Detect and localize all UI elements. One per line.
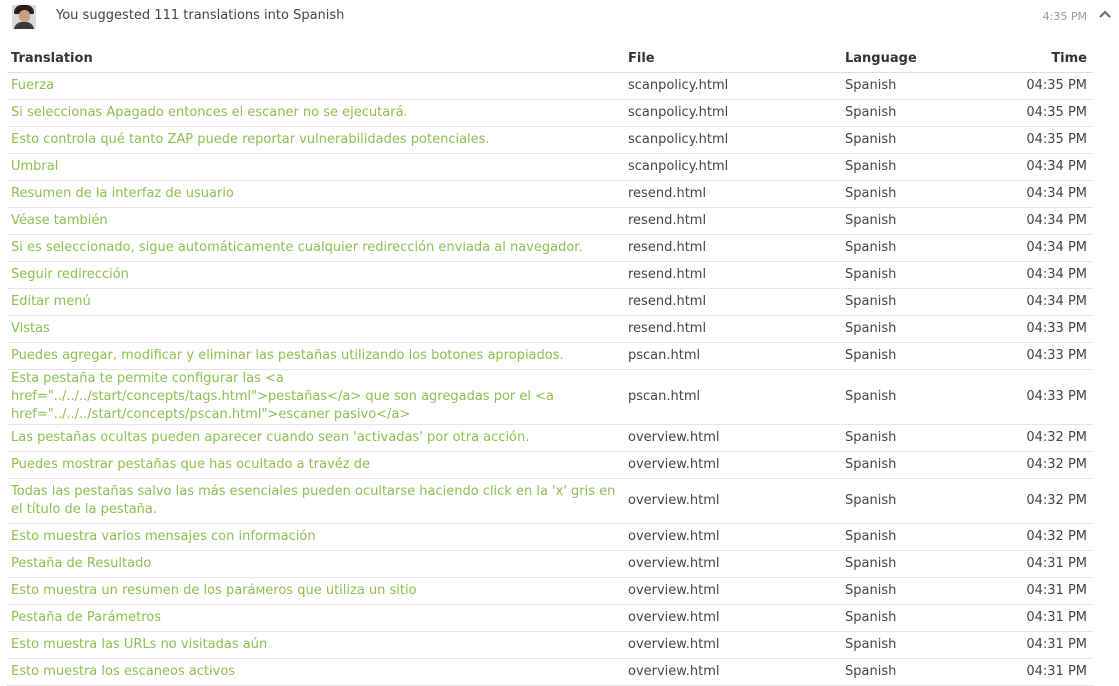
time-cell: 04:31 PM — [1004, 551, 1093, 578]
language-cell: Spanish — [841, 289, 1004, 316]
table-row — [7, 154, 1093, 181]
time-cell: 04:34 PM — [1004, 262, 1093, 289]
table-row — [7, 208, 1093, 235]
time-cell: 04:33 PM — [1004, 370, 1093, 425]
time-cell: 04:34 PM — [1004, 235, 1093, 262]
table-row — [7, 316, 1093, 343]
column-header-translation: Translation — [7, 45, 624, 73]
avatar-body — [14, 22, 34, 29]
activity-summary: You suggested 111 translations into Spanish — [56, 8, 345, 23]
translation-link[interactable]: Si seleccionas Apagado entonces el escaner no se ejecutará. — [11, 105, 408, 120]
time-cell: 04:34 PM — [1004, 208, 1093, 235]
table-row — [7, 127, 1093, 154]
language-cell: Spanish — [841, 73, 1004, 100]
table-row — [7, 235, 1093, 262]
time-cell: 04:32 PM — [1004, 452, 1093, 479]
translation-link[interactable]: Puedes mostrar pestañas que has ocultado a travéz de — [11, 457, 370, 472]
time-cell: 04:34 PM — [1004, 154, 1093, 181]
file-cell: resend.html — [624, 262, 841, 289]
language-cell: Spanish — [841, 524, 1004, 551]
translation-link[interactable]: Esto muestra varios mensajes con información — [11, 529, 316, 544]
language-cell: Spanish — [841, 551, 1004, 578]
file-cell: scanpolicy.html — [624, 154, 841, 181]
translation-link[interactable]: Todas las pestañas salvo las más esenciales pueden ocultarse haciendo click en la 'x' gris en el título de la pestaña. — [11, 484, 616, 517]
table-row — [7, 524, 1093, 551]
table-row — [7, 578, 1093, 605]
language-cell: Spanish — [841, 479, 1004, 524]
table-row — [7, 605, 1093, 632]
file-cell: overview.html — [624, 524, 841, 551]
file-cell: resend.html — [624, 208, 841, 235]
time-cell: 04:33 PM — [1004, 343, 1093, 370]
time-cell: 04:34 PM — [1004, 289, 1093, 316]
file-cell: overview.html — [624, 551, 841, 578]
file-cell: scanpolicy.html — [624, 127, 841, 154]
time-cell: 04:31 PM — [1004, 659, 1093, 686]
language-cell: Spanish — [841, 127, 1004, 154]
translations-table — [7, 45, 1093, 686]
translation-link[interactable]: Resumen de la interfaz de usuario — [11, 186, 234, 201]
column-header-language: Language — [841, 45, 1004, 73]
file-cell: pscan.html — [624, 343, 841, 370]
user-avatar[interactable] — [12, 5, 36, 29]
translation-link[interactable]: Si es seleccionado, sigue automáticamente cualquier redirección enviada al navegador. — [11, 240, 583, 255]
time-cell: 04:35 PM — [1004, 73, 1093, 100]
language-cell: Spanish — [841, 452, 1004, 479]
column-header-time: Time — [1004, 45, 1093, 73]
translation-link[interactable]: Vistas — [11, 321, 50, 336]
translation-link[interactable]: Fuerza — [11, 78, 55, 93]
table-row — [7, 343, 1093, 370]
translation-link[interactable]: Esto controla qué tanto ZAP puede reportar vulnerabilidades potenciales. — [11, 132, 490, 147]
translation-link[interactable]: Las pestañas ocultas pueden aparecer cuando sean 'activadas' por otra acción. — [11, 430, 530, 445]
table-row — [7, 452, 1093, 479]
file-cell: overview.html — [624, 578, 841, 605]
table-row — [7, 370, 1093, 425]
table-row — [7, 632, 1093, 659]
file-cell: overview.html — [624, 605, 841, 632]
language-cell: Spanish — [841, 370, 1004, 425]
file-cell: overview.html — [624, 425, 841, 452]
time-cell: 04:32 PM — [1004, 425, 1093, 452]
time-cell: 04:31 PM — [1004, 605, 1093, 632]
file-cell: overview.html — [624, 632, 841, 659]
table-row — [7, 479, 1093, 524]
language-cell: Spanish — [841, 181, 1004, 208]
table-row — [7, 262, 1093, 289]
chevron-up-icon[interactable] — [1097, 6, 1113, 22]
translation-link[interactable]: Esto muestra las URLs no visitadas aún — [11, 637, 268, 652]
language-cell: Spanish — [841, 578, 1004, 605]
language-cell: Spanish — [841, 632, 1004, 659]
file-cell: resend.html — [624, 235, 841, 262]
time-cell: 04:33 PM — [1004, 316, 1093, 343]
file-cell: resend.html — [624, 289, 841, 316]
language-cell: Spanish — [841, 425, 1004, 452]
language-cell: Spanish — [841, 100, 1004, 127]
translation-link[interactable]: Seguir redirección — [11, 267, 129, 282]
translation-link[interactable]: Esto muestra los escaneos activos — [11, 664, 236, 679]
time-cell: 04:34 PM — [1004, 181, 1093, 208]
table-row — [7, 289, 1093, 316]
file-cell: scanpolicy.html — [624, 73, 841, 100]
file-cell: scanpolicy.html — [624, 100, 841, 127]
activity-header — [0, 0, 1119, 36]
time-cell: 04:35 PM — [1004, 100, 1093, 127]
language-cell: Spanish — [841, 154, 1004, 181]
language-cell: Spanish — [841, 605, 1004, 632]
language-cell: Spanish — [841, 235, 1004, 262]
translation-link[interactable]: Esto muestra un resumen de los paráмeros que utiliza un sitio — [11, 583, 417, 598]
time-cell: 04:32 PM — [1004, 524, 1093, 551]
avatar-face — [19, 10, 30, 22]
column-header-file: File — [624, 45, 841, 73]
language-cell: Spanish — [841, 316, 1004, 343]
translation-link[interactable]: Véase también — [11, 213, 108, 228]
time-cell: 04:31 PM — [1004, 578, 1093, 605]
table-header-row — [7, 45, 1093, 73]
translation-link[interactable]: Pestaña de Parámetros — [11, 610, 162, 625]
table-row — [7, 181, 1093, 208]
language-cell: Spanish — [841, 262, 1004, 289]
file-cell: overview.html — [624, 659, 841, 686]
table-row — [7, 425, 1093, 452]
activity-timestamp: 4:35 PM — [1042, 10, 1087, 23]
table-row — [7, 659, 1093, 686]
translation-link[interactable]: Umbral — [11, 159, 59, 174]
language-cell: Spanish — [841, 208, 1004, 235]
translation-link[interactable]: Puedes agregar, modificar y eliminar las pestañas utilizando los botones apropiados. — [11, 348, 564, 363]
table-row — [7, 100, 1093, 127]
translation-link[interactable]: Esta pestaña te permite configurar las <a href="../../../start/concepts/tags.html">pestañas</a> que son agregadas por el <a href="../../../start/concepts/pscan.html">escaner pasivo</a> — [11, 371, 554, 422]
translation-link[interactable]: Editar menú — [11, 294, 91, 309]
time-cell: 04:35 PM — [1004, 127, 1093, 154]
table-row — [7, 551, 1093, 578]
translation-link[interactable]: Pestaña de Resultado — [11, 556, 152, 571]
time-cell: 04:32 PM — [1004, 479, 1093, 524]
language-cell: Spanish — [841, 343, 1004, 370]
file-cell: resend.html — [624, 181, 841, 208]
language-cell: Spanish — [841, 659, 1004, 686]
table-row — [7, 73, 1093, 100]
file-cell: overview.html — [624, 452, 841, 479]
file-cell: overview.html — [624, 479, 841, 524]
time-cell: 04:31 PM — [1004, 632, 1093, 659]
file-cell: pscan.html — [624, 370, 841, 425]
file-cell: resend.html — [624, 316, 841, 343]
